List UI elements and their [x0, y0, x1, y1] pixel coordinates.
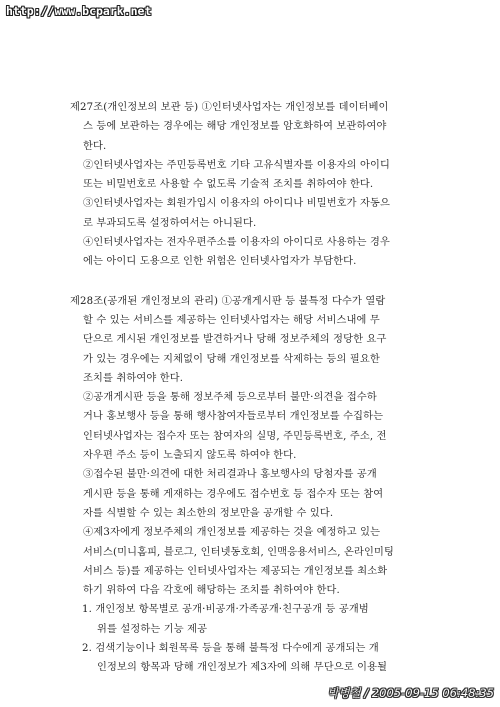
article-27-line: 스 등에 보관하는 경우에는 해당 개인정보를 암호화하여 보관하여야: [83, 121, 387, 133]
signature-timestamp: 박병철 / 2005-09-15 06:48:35: [327, 686, 494, 700]
article-28-line: ③접수된 불만·의견에 대한 처리결과나 홍보행사의 당첨자를 공개: [83, 469, 377, 481]
list-item-2-first: 2. 검색기능이나 회원목록 등을 통해 불특정 다수에게 공개되는 개: [82, 643, 379, 655]
article-28-line: 할 수 있는 서비스를 제공하는 인터넷사업자는 해당 서비스내에 무: [83, 314, 380, 326]
article-28-line: 자우편 주소 등이 노출되지 않도록 하여야 한다.: [83, 450, 297, 462]
article-28-line: 가 있는 경우에는 지체없이 당해 개인정보를 삭제하는 등의 필요한: [83, 353, 380, 365]
article-28-line: ④제3자에게 정보주체의 개인정보를 제공하는 것을 예정하고 있는: [83, 527, 381, 539]
article-28-line: 제28조(공개된 개인정보의 관리) ①공개게시판 등 불특정 다수가 열람: [70, 295, 386, 307]
article-27-line: 한다.: [83, 140, 107, 152]
list-item-2-cont: 인정보의 항목과 당해 개인정보가 제3자에 의해 무단으로 이용될: [97, 662, 388, 674]
article-28-line: ②공개게시판 등을 통해 정보주체 등으로부터 불만·의견을 접수하: [83, 392, 377, 404]
article-28-line: 인터넷사업자는 접수자 또는 참여자의 실명, 주민등록번호, 주소, 전: [83, 430, 387, 442]
article-27-line: 제27조(개인정보의 보관 등) ①인터넷사업자는 개인정보를 데이터베이: [70, 102, 389, 113]
article-28-line: 자를 식별할 수 있는 최소한의 정보만을 공개할 수 있다.: [83, 507, 334, 519]
article-27-line: 로 부과되도록 설정하여서는 아니된다.: [83, 217, 257, 229]
list-item-1-first: 1. 개인정보 항목별로 공개·비공개·가족공개·친구공개 등 공개범: [82, 604, 369, 616]
article-27-line: ③인터넷사업자는 회원가입시 이용자의 아이디나 비밀번호가 자동으: [83, 198, 391, 210]
watermark-url: http://www.bcpark.net: [6, 4, 152, 18]
article-28-line: 서비스(미니홈피, 블로그, 인터넷동호회, 인맥응용서비스, 온라인미팅: [83, 546, 394, 558]
article-28: [70, 292, 448, 678]
article-27: [70, 98, 448, 272]
article-27-line: ④인터넷사업자는 전자우편주소를 이용자의 아이디로 사용하는 경우: [83, 237, 391, 249]
list-item-1-cont: 위를 설정하는 기능 제공: [97, 623, 208, 635]
article-27-line: 에는 아이디 도용으로 인한 위험은 인터넷사업자가 부담한다.: [83, 256, 357, 268]
article-28-line: 거나 홍보행사 등을 통해 행사참여자들로부터 개인정보를 수집하는: [83, 411, 384, 423]
document-body: [70, 98, 448, 678]
article-28-line: 게시판 등을 통해 게재하는 경우에도 접수번호 등 접수자 또는 참여: [83, 488, 384, 500]
article-28-line: 조치를 취하여야 한다.: [83, 372, 184, 384]
article-28-line: 단으로 게시된 개인정보를 발견하거나 당해 정보주체의 정당한 요구: [83, 334, 387, 346]
article-27-line: ②인터넷사업자는 주민등록번호 기타 고유식별자를 이용자의 아이디: [83, 159, 391, 171]
article-27-line: 또는 비밀번호로 사용할 수 없도록 기술적 조치를 취하여야 한다.: [83, 179, 374, 191]
article-28-line: 서비스 등)를 제공하는 인터넷사업자는 제공되는 개인정보를 최소화: [83, 565, 388, 577]
article-28-line: 하기 위하여 다음 각호에 해당하는 조치를 취하여야 한다.: [83, 585, 340, 597]
